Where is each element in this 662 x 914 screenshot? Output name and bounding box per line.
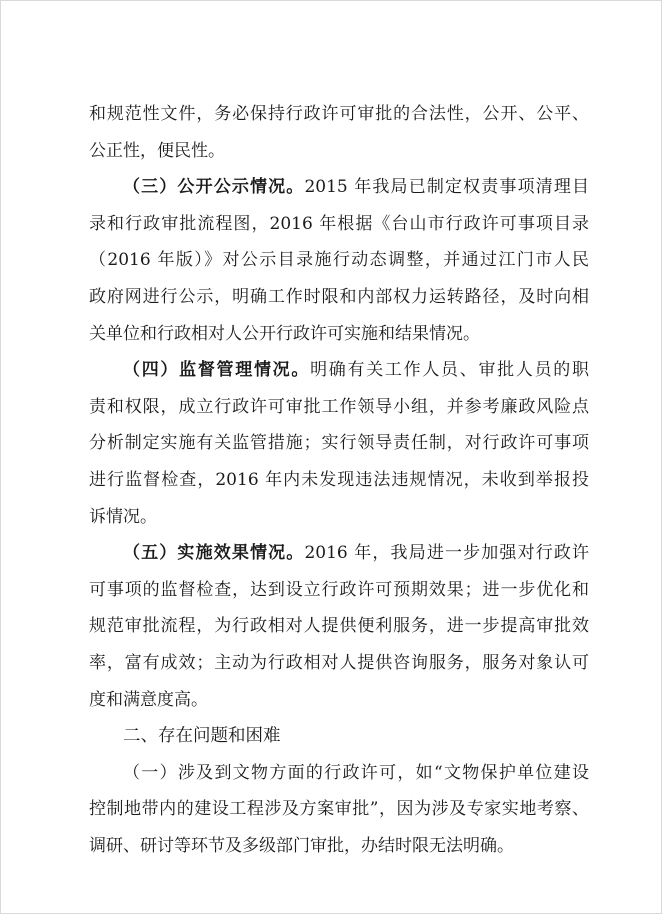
text-line: 分析制定实施有关监管措施；实行领导责任制，对行政许可事项 <box>89 433 589 454</box>
section-5-first-text: 2016 年，我局进一步加强对行政许 <box>304 543 590 564</box>
text-line: 调研、研讨等环节及多级部门审批，办结时限无法明确。 <box>89 835 514 856</box>
section-3-first-text: 2015 年我局已制定权责事项清理目 <box>304 177 590 198</box>
section-4-heading: （四）监督管理情况。 <box>123 360 311 381</box>
document-body <box>89 96 589 864</box>
section-4-first-text: 明确有关工作人员、审批人员的职 <box>310 360 590 381</box>
text-line: 率，富有成效；主动为行政相对人提供咨询服务，服务对象认可 <box>89 652 589 673</box>
text-line: 进行监督检查，2016 年内未发现违法违规情况，未收到举报投 <box>89 469 589 490</box>
section-3-heading: （三）公开公示情况。 <box>123 177 305 198</box>
section-3-first-line <box>89 169 589 206</box>
text-line: 规范审批流程，为行政相对人提供便利服务，进一步提高审批效 <box>89 616 589 637</box>
text-line: 责和权限，成立行政许可审批工作领导小组，并参考廉政风险点 <box>89 396 589 417</box>
part-2-title: 二、存在问题和困难 <box>123 726 281 747</box>
text-line: 关单位和行政相对人公开行政许可实施和结果情况。 <box>89 323 480 344</box>
text-line: 控制地带内的建设工程涉及方案审批”，因为涉及专家实地考察、 <box>89 799 589 820</box>
section-5-heading: （五）实施效果情况。 <box>123 543 305 564</box>
text-line: （2016 年版）》对公示目录施行动态调整，并通过江门市人民 <box>89 250 589 271</box>
text-line: （一）涉及到文物方面的行政许可，如“文物保护单位建设 <box>123 762 589 783</box>
text-line: 政府网进行公示，明确工作时限和内部权力运转路径，及时向相 <box>89 286 589 307</box>
text-line: 可事项的监督检查，达到设立行政许可预期效果；进一步优化和 <box>89 579 589 600</box>
text-line: 和规范性文件，务必保持行政许可审批的合法性，公开、公平、 <box>89 104 589 124</box>
text-line: 公正性，便民性。 <box>89 140 225 161</box>
text-line: 录和行政审批流程图，2016 年根据《台山市行政许可事项目录 <box>89 213 589 234</box>
section-5-first-line <box>89 535 589 572</box>
text-line: 诉情况。 <box>89 506 157 527</box>
section-4-first-line <box>89 352 589 389</box>
text-line: 度和满意度高。 <box>89 689 208 710</box>
